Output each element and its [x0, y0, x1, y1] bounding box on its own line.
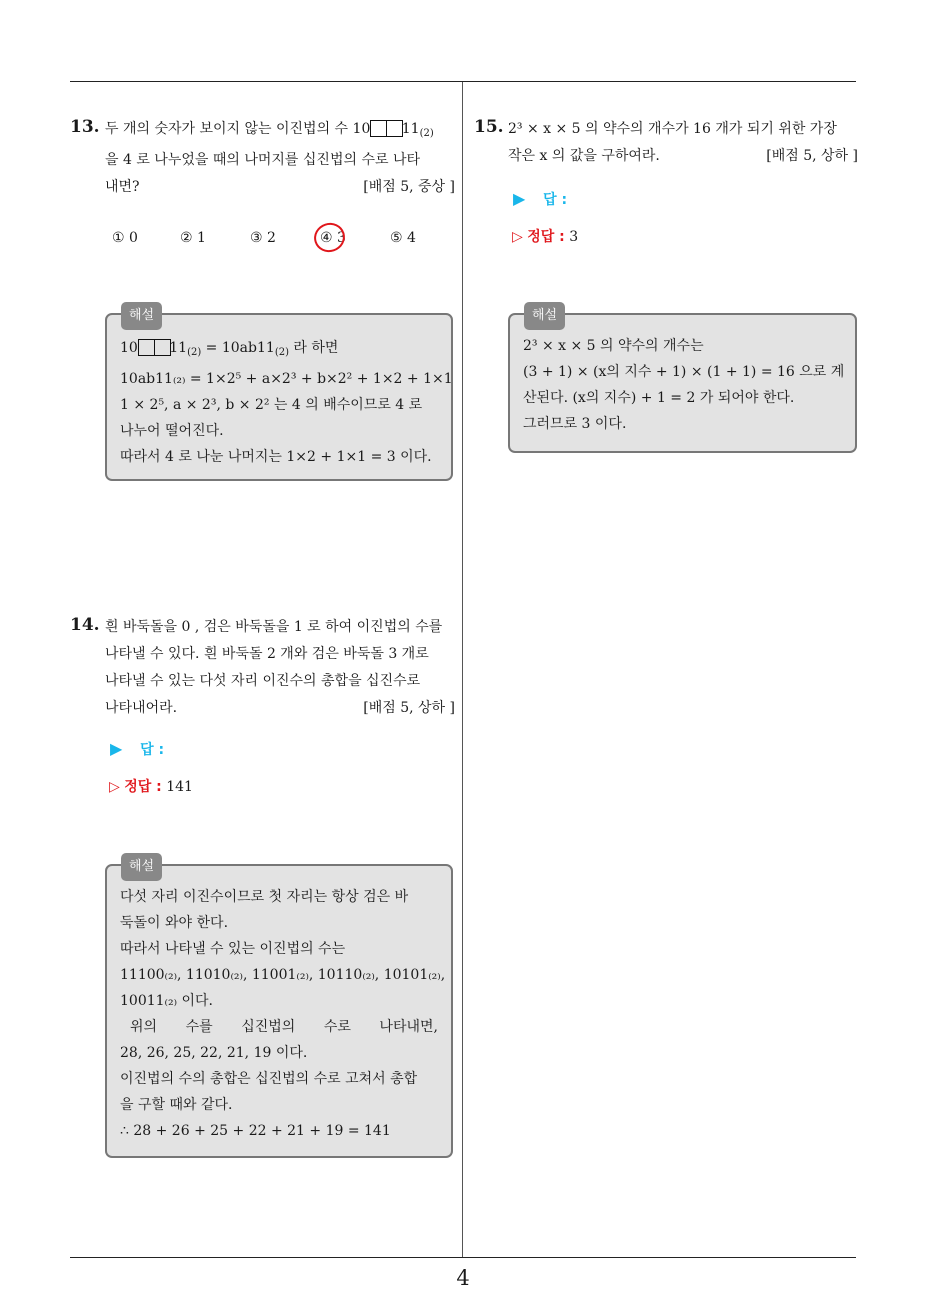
correct-label: 정답 :	[527, 229, 565, 245]
question-text	[508, 116, 858, 170]
explanation-line: 을 구할 때와 같다.	[120, 1097, 233, 1113]
points-label: [배점 5, 상하 ]	[766, 148, 858, 164]
explanation-body	[120, 884, 446, 1144]
answer-label: 답 :	[543, 192, 568, 208]
question-13	[70, 114, 456, 204]
question-number: 13.	[70, 117, 100, 137]
explanation-box-13	[105, 308, 453, 481]
explanation-line: 10 $11_{(2)} = 10ab11_{(2)}$ 라 하면	[120, 340, 339, 358]
explanation-line: 그러므로 3 이다.	[523, 416, 627, 432]
question-line: 작은 x 의 값을 구하여라. [배점 5, 상하 ]	[508, 143, 858, 170]
answer-line[interactable]	[513, 189, 567, 209]
answer-label: 답 :	[140, 742, 165, 758]
question-line: 나타내어라. [배점 5, 상하 ]	[105, 695, 455, 722]
explanation-line: (3 + 1) × (x의 지수 + 1) × (1 + 1) = 16 으로 계	[523, 364, 845, 380]
question-line: 두 개의 숫자가 보이지 않는 이진법의 수 10 $11_{(2)}$	[105, 121, 434, 139]
answer-line[interactable]	[110, 739, 164, 759]
explanation-line: 산된다. (x의 지수) + 1 = 2 가 되어야 한다.	[523, 390, 795, 406]
choice-2[interactable]: ② 1	[180, 230, 206, 246]
triangle-outline-icon: ▷	[109, 779, 120, 795]
question-line: 나타낼 수 있는 다섯 자리 이진수의 총합을 십진수로	[105, 673, 421, 689]
question-line: 내면? [배점 5, 중상 ]	[105, 174, 455, 201]
explanation-tag: 해설	[121, 302, 162, 330]
choice-3[interactable]: ③ 2	[250, 230, 276, 246]
correct-value: 3	[569, 229, 579, 245]
play-triangle-icon: ▶	[513, 189, 526, 208]
question-text	[105, 116, 455, 201]
choice-4[interactable]: ④ 3	[320, 230, 346, 246]
explanation-tag: 해설	[524, 302, 565, 330]
question-number: 14.	[70, 615, 100, 635]
hidden-digit-boxes	[370, 120, 401, 137]
explanation-line: 위의 수를 십진법의 수로 나타내면,	[130, 1019, 438, 1035]
hidden-digit-boxes	[138, 339, 169, 356]
correct-answer-line	[109, 776, 193, 796]
question-line: 을 4 로 나누었을 때의 나머지를 십진법의 수로 나타	[105, 152, 420, 168]
explanation-line: 1 × 2⁵, a × 2³, b × 2² 는 4 의 배수이므로 4 로	[120, 397, 423, 413]
correct-label: 정답 :	[124, 779, 162, 795]
explanation-line: 따라서 4 로 나눈 나머지는 1×2 + 1×1 = 3 이다.	[120, 449, 432, 465]
explanation-line: 이진법의 수의 총합은 십진법의 수로 고쳐서 총합	[120, 1071, 418, 1087]
explanation-line: ∴ 28 + 26 + 25 + 22 + 21 + 19 = 141	[120, 1123, 391, 1139]
question-line: 2³ × x × 5 의 약수의 개수가 16 개가 되기 위한 가장	[508, 121, 837, 137]
explanation-line: 둑돌이 와야 한다.	[120, 915, 229, 931]
column-divider	[462, 82, 463, 1258]
explanation-box-15	[508, 308, 857, 453]
choice-5[interactable]: ⑤ 4	[390, 230, 416, 246]
explanation-line: 따라서 나타낼 수 있는 이진법의 수는	[120, 941, 346, 957]
explanation-line: 11100₍₂₎, 11010₍₂₎, 11001₍₂₎, 10110₍₂₎, 10101₍₂₎,	[120, 967, 446, 983]
correct-answer-line	[512, 226, 578, 246]
explanation-line: 28, 26, 25, 22, 21, 19 이다.	[120, 1045, 308, 1061]
explanation-line: 10ab11₍₂₎ = 1×2⁵ + a×2³ + b×2² + 1×2 + 1×1	[120, 371, 453, 387]
explanation-body	[523, 333, 845, 437]
explanation-line: 10011₍₂₎ 이다.	[120, 993, 213, 1009]
explanation-line: 다섯 자리 이진수이므로 첫 자리는 항상 검은 바	[120, 889, 409, 905]
choice-1[interactable]: ① 0	[112, 230, 138, 246]
explanation-line: 2³ × x × 5 의 약수의 개수는	[523, 338, 704, 354]
play-triangle-icon: ▶	[110, 739, 123, 758]
explanation-line: 나누어 떨어진다.	[120, 423, 224, 439]
triangle-outline-icon: ▷	[512, 229, 523, 245]
top-rule	[70, 81, 856, 82]
question-line: 나타낼 수 있다. 흰 바둑돌 2 개와 검은 바둑돌 3 개로	[105, 646, 429, 662]
bottom-rule	[70, 1257, 856, 1258]
explanation-box-14	[105, 859, 453, 1158]
question-15	[474, 114, 859, 174]
page-number: 4	[456, 1266, 470, 1290]
explanation-tag: 해설	[121, 853, 162, 881]
selected-circle-mark	[310, 219, 348, 256]
points-label: [배점 5, 중상 ]	[363, 179, 455, 195]
question-line: 흰 바둑돌을 0 , 검은 바둑돌을 1 로 하여 이진법의 수를	[105, 619, 443, 635]
question-number: 15.	[474, 117, 504, 137]
correct-value: 141	[166, 779, 193, 795]
question-text	[105, 614, 455, 722]
explanation-body	[120, 335, 453, 470]
points-label: [배점 5, 상하 ]	[363, 700, 455, 716]
question-14	[70, 612, 456, 722]
